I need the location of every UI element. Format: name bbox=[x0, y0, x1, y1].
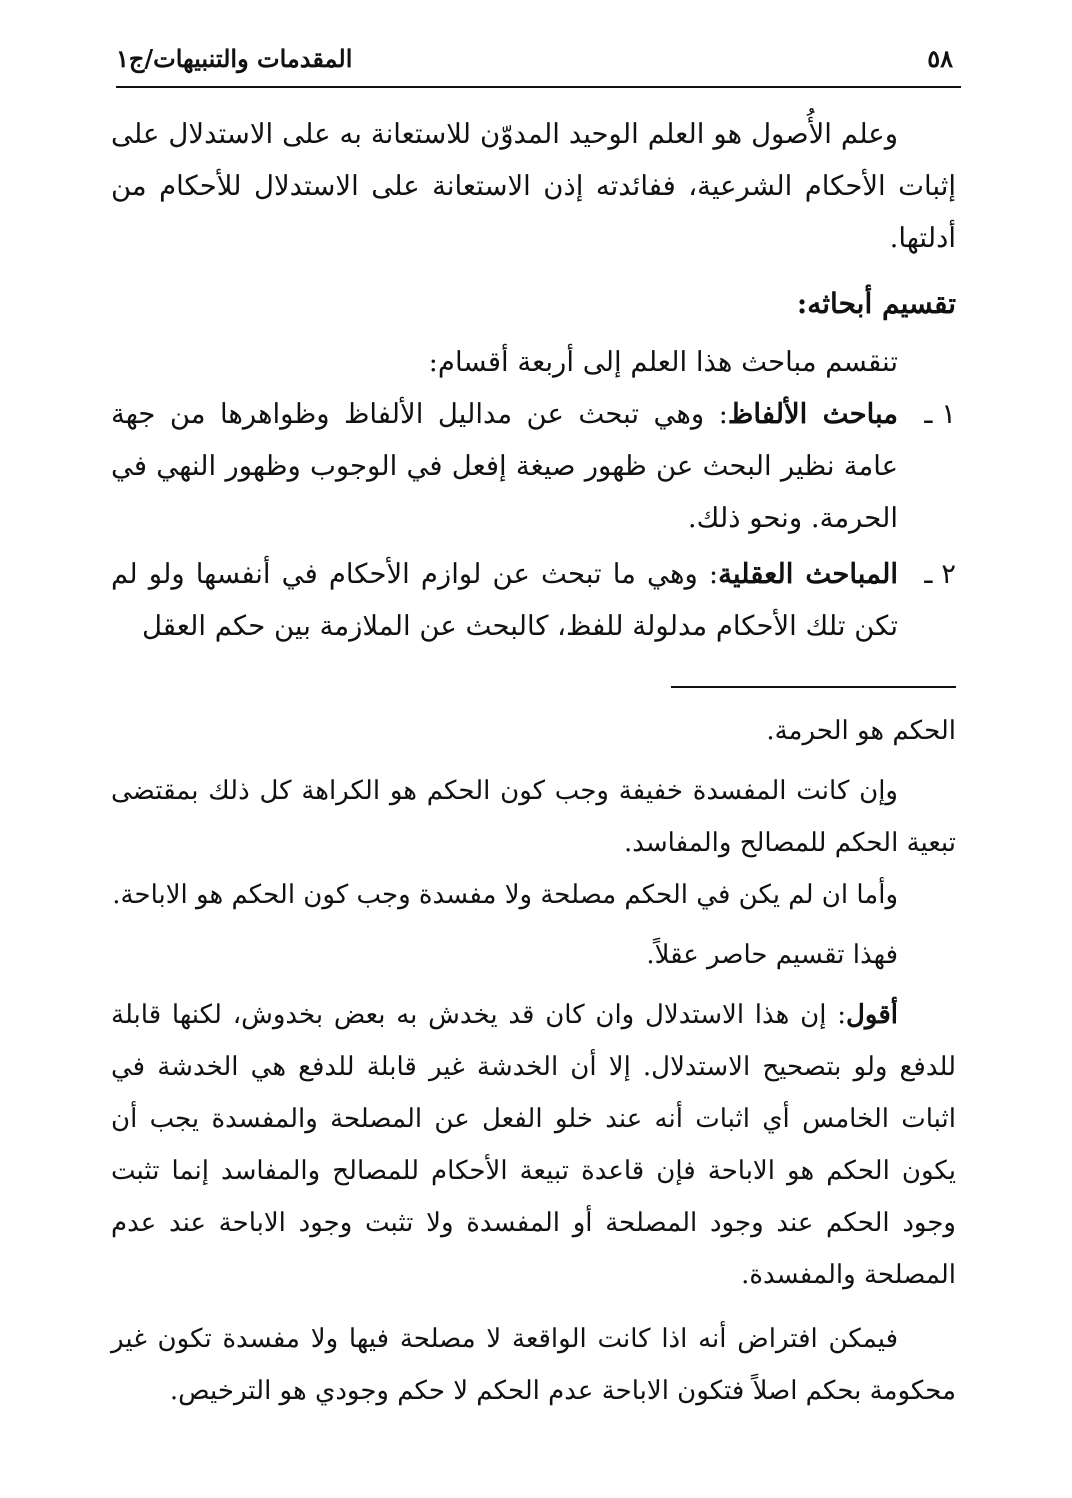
list-item-text: : وهي ما تبحث عن لوازم الأحكام في أنفسها ولو لم تكن تلك الأحكام مدلولة للفظ، كالبحث عن الملازمة بين حكم العقل bbox=[111, 558, 898, 642]
list-item-1 bbox=[111, 388, 956, 544]
footnote-paragraph bbox=[111, 989, 956, 1301]
intro-paragraph: وعلم الأُصول هو العلم الوحيد المدوّن للاستعانة به على الاستدلال على إثبات الأحكام الشرعية، ففائدته إذن الاستعانة على الاستدلال للأحكام من أدلتها. bbox=[111, 118, 956, 254]
footnote-paragraph: وإن كانت المفسدة خفيفة وجب كون الحكم هو الكراهة كل ذلك بمقتضى تبعية الحكم للمصالح والمفاسد. bbox=[111, 776, 956, 858]
main-text bbox=[111, 108, 956, 652]
list-item-2 bbox=[111, 548, 956, 652]
running-title: المقدمات والتنبيهات/ج١ bbox=[116, 44, 353, 73]
page-number: ٥٨ bbox=[927, 44, 953, 73]
footnote-paragraph: فيمكن افتراض أنه اذا كانت الواقعة لا مصلحة فيها ولا مفسدة تكون غير محكومة بحكم اصلاً فتكون الاباحة عدم الحكم لا حكم وجودي هو الترخيص. bbox=[111, 1324, 956, 1406]
division-intro: تنقسم مباحث هذا العلم إلى أربعة أقسام: bbox=[428, 346, 898, 378]
footnote-paragraph: فهذا تقسيم حاصر عقلاً. bbox=[646, 940, 898, 970]
footnote-lead: أقول bbox=[846, 1000, 898, 1030]
section-heading: تقسيم أبحاثه: bbox=[796, 287, 956, 320]
footnote-paragraph: وأما ان لم يكن في الحكم مصلحة ولا مفسدة وجب كون الحكم هو الاباحة. bbox=[112, 880, 898, 910]
list-marker: ١ ـ bbox=[924, 398, 956, 430]
footnote-line: الحكم هو الحرمة. bbox=[766, 716, 956, 746]
list-item-text: : وهي تبحث عن مداليل الألفاظ وظواهرها من جهة عامة نظير البحث عن ظهور صيغة إفعل في الوجوب وظهور النهي في الحرمة. ونحو ذلك. bbox=[111, 398, 898, 534]
footnotes bbox=[111, 705, 956, 1417]
list-marker: ٢ ـ bbox=[924, 558, 956, 590]
list-item-title: المباحث العقلية bbox=[718, 558, 898, 590]
list-item-title: مباحث الألفاظ bbox=[727, 398, 898, 430]
footnote-text: : إن هذا الاستدلال وان كان قد يخدش به بعض بخدوش، لكنها قابلة للدفع ولو بتصحيح الاستدلال. إلا أن الخدشة غير قابلة للدفع هي الخدشة في اثبات الخامس أي اثبات أنه عند خلو الفعل عن المصلحة والمفسدة يجب أن يكون الحكم هو الاباحة فإن قاعدة تبيعة الأحكام للمصالح والمفاسد إنما تثبت وجود الحكم عند وجود المصلحة أو المفسدة ولا تثبت وجود الاباحة عند عدم المصلحة والمفسدة. bbox=[111, 1000, 956, 1290]
page-header bbox=[116, 36, 961, 88]
footnote-separator bbox=[671, 686, 956, 688]
